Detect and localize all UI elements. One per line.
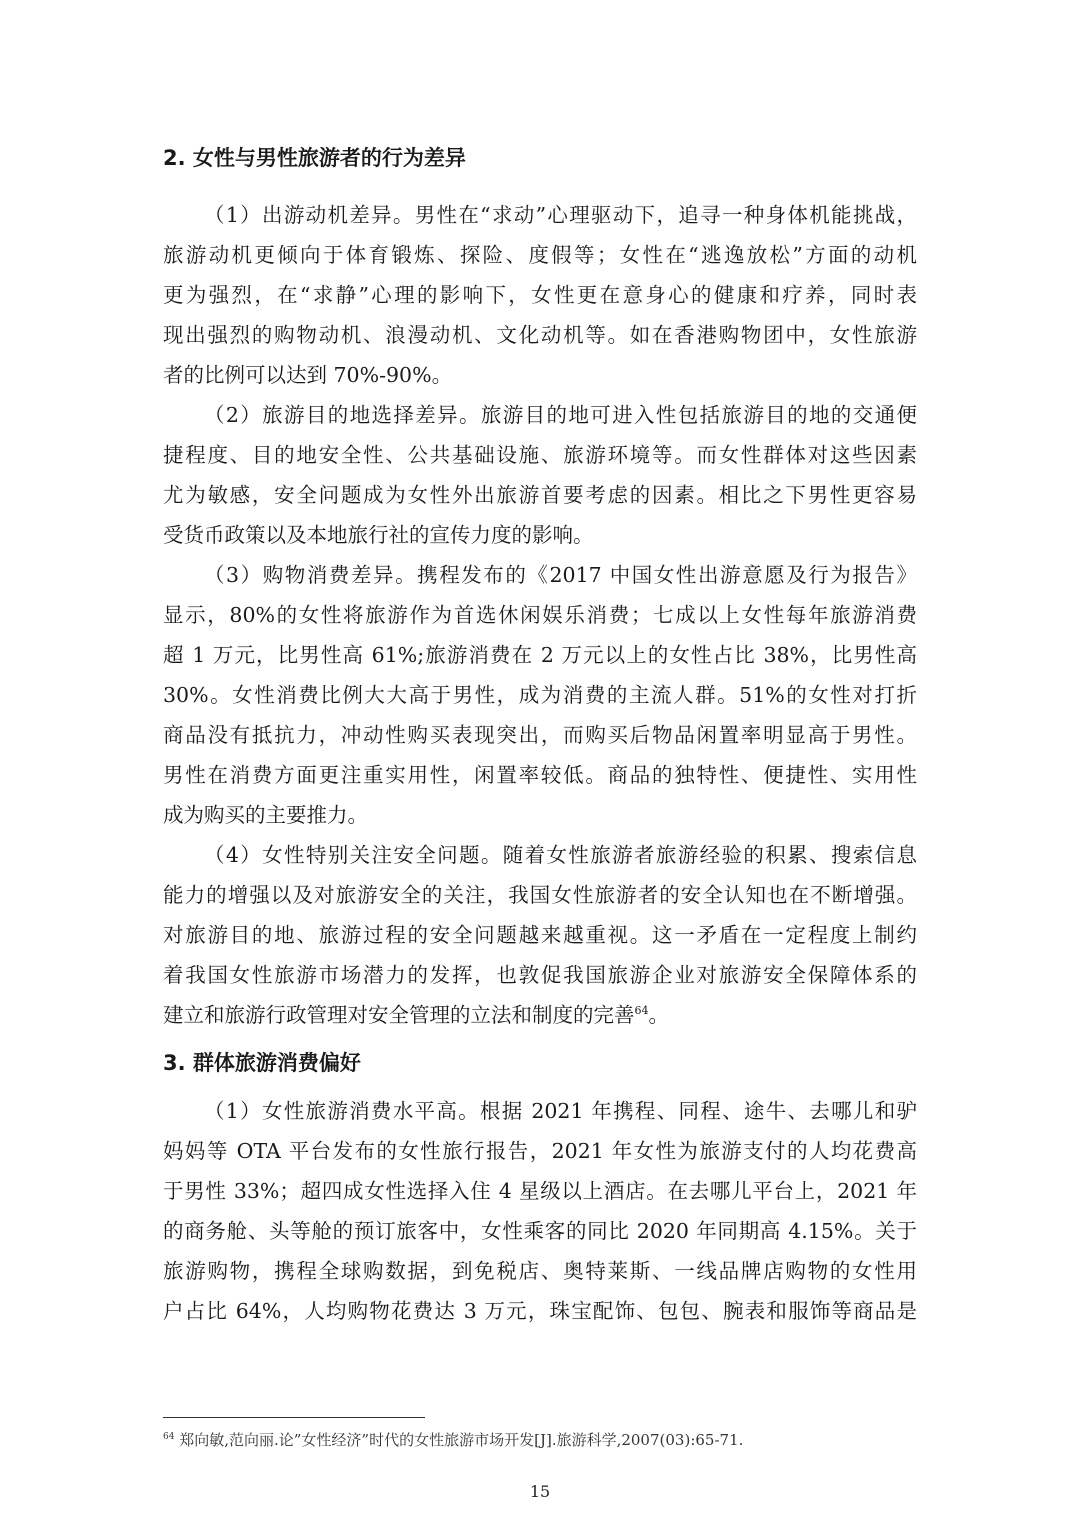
text-line: （2）旅游目的地选择差异。旅游目的地可进入性包括旅游目的地的交通便 bbox=[204, 403, 917, 427]
footnote bbox=[163, 1428, 743, 1452]
text-line: 能力的增强以及对旅游安全的关注，我国女性旅游者的安全认知也在不断增强。 bbox=[163, 883, 917, 907]
paragraph-shopping-consumption bbox=[163, 555, 917, 835]
text-line: 于男性 33%；超四成女性选择入住 4 星级以上酒店。在去哪儿平台上，2021 年 bbox=[163, 1179, 917, 1203]
text-line-tail: 。 bbox=[648, 1003, 669, 1027]
text-line: 现出强烈的购物动机、浪漫动机、文化动机等。如在香港购物团中，女性旅游 bbox=[163, 323, 917, 347]
page-number: 15 bbox=[529, 1482, 551, 1501]
text-line: 对旅游目的地、旅游过程的安全问题越来越重视。这一矛盾在一定程度上制约 bbox=[163, 923, 917, 947]
text-line: 旅游动机更倾向于体育锻炼、探险、度假等；女性在“逃逸放松”方面的动机 bbox=[163, 243, 917, 267]
text-line: （1）出游动机差异。男性在“求动”心理驱动下，追寻一种身体机能挑战， bbox=[204, 203, 917, 227]
text-line: 男性在消费方面更注重实用性，闲置率较低。商品的独特性、便捷性、实用性 bbox=[163, 763, 917, 787]
page-body bbox=[163, 128, 917, 1331]
paragraph-travel-motivation bbox=[163, 195, 917, 395]
text-line: 商品没有抵抗力，冲动性购买表现突出，而购买后物品闲置率明显高于男性。 bbox=[163, 723, 917, 747]
text-line: 捷程度、目的地安全性、公共基础设施、旅游环境等。而女性群体对这些因素 bbox=[163, 443, 917, 467]
text-line: 成为购买的主要推力。 bbox=[163, 803, 368, 827]
paragraph-consumption-level bbox=[163, 1091, 917, 1331]
text-line: 旅游购物，携程全球购数据，到免税店、奥特莱斯、一线品牌店购物的女性用 bbox=[163, 1259, 917, 1283]
section-2-heading: 2. 女性与男性旅游者的行为差异 bbox=[163, 146, 466, 170]
text-line bbox=[163, 995, 917, 1035]
footnote-number: 64 bbox=[163, 1432, 175, 1442]
text-line: 超 1 万元，比男性高 61%;旅游消费在 2 万元以上的女性占比 38%，比男性高 bbox=[163, 643, 917, 667]
text-line: 妈妈等 OTA 平台发布的女性旅行报告，2021 年女性为旅游支付的人均花费高 bbox=[163, 1139, 917, 1163]
text-line: 者的比例可以达到 70%-90%。 bbox=[163, 363, 453, 387]
footnote-text: 郑向敏,范向丽.论”女性经济”时代的女性旅游市场开发[J].旅游科学,2007(03):65-71. bbox=[174, 1431, 744, 1449]
text-line: 显示，80%的女性将旅游作为首选休闲娱乐消费；七成以上女性每年旅游消费 bbox=[163, 603, 917, 627]
text-line: （3）购物消费差异。携程发布的《2017 中国女性出游意愿及行为报告》 bbox=[204, 563, 917, 587]
text-line: （1）女性旅游消费水平高。根据 2021 年携程、同程、途牛、去哪儿和驴 bbox=[204, 1099, 917, 1123]
paragraph-destination-choice bbox=[163, 395, 917, 555]
footnote-divider bbox=[163, 1417, 425, 1418]
text-line: 户占比 64%，人均购物花费达 3 万元，珠宝配饰、包包、腕表和服饰等商品是 bbox=[163, 1299, 917, 1323]
text-line: 着我国女性旅游市场潜力的发挥，也敦促我国旅游企业对旅游安全保障体系的 bbox=[163, 963, 917, 987]
footnote-reference[interactable]: 64 bbox=[634, 1004, 649, 1018]
text-line: 30%。女性消费比例大大高于男性，成为消费的主流人群。51%的女性对打折 bbox=[163, 683, 917, 707]
section-3-heading: 3. 群体旅游消费偏好 bbox=[163, 1051, 361, 1075]
paragraph-safety-concern bbox=[163, 835, 917, 1035]
text-line: （4）女性特别关注安全问题。随着女性旅游者旅游经验的积累、搜索信息 bbox=[204, 843, 917, 867]
text-line: 的商务舱、头等舱的预订旅客中，女性乘客的同比 2020 年同期高 4.15%。关于 bbox=[163, 1219, 917, 1243]
text-line: 尤为敏感，安全问题成为女性外出旅游首要考虑的因素。相比之下男性更容易 bbox=[163, 483, 917, 507]
text-line: 更为强烈，在“求静”心理的影响下，女性更在意身心的健康和疗养，同时表 bbox=[163, 283, 917, 307]
text-line-content: 建立和旅游行政管理对安全管理的立法和制度的完善 bbox=[163, 1003, 635, 1027]
text-line: 受货币政策以及本地旅行社的宣传力度的影响。 bbox=[163, 523, 594, 547]
